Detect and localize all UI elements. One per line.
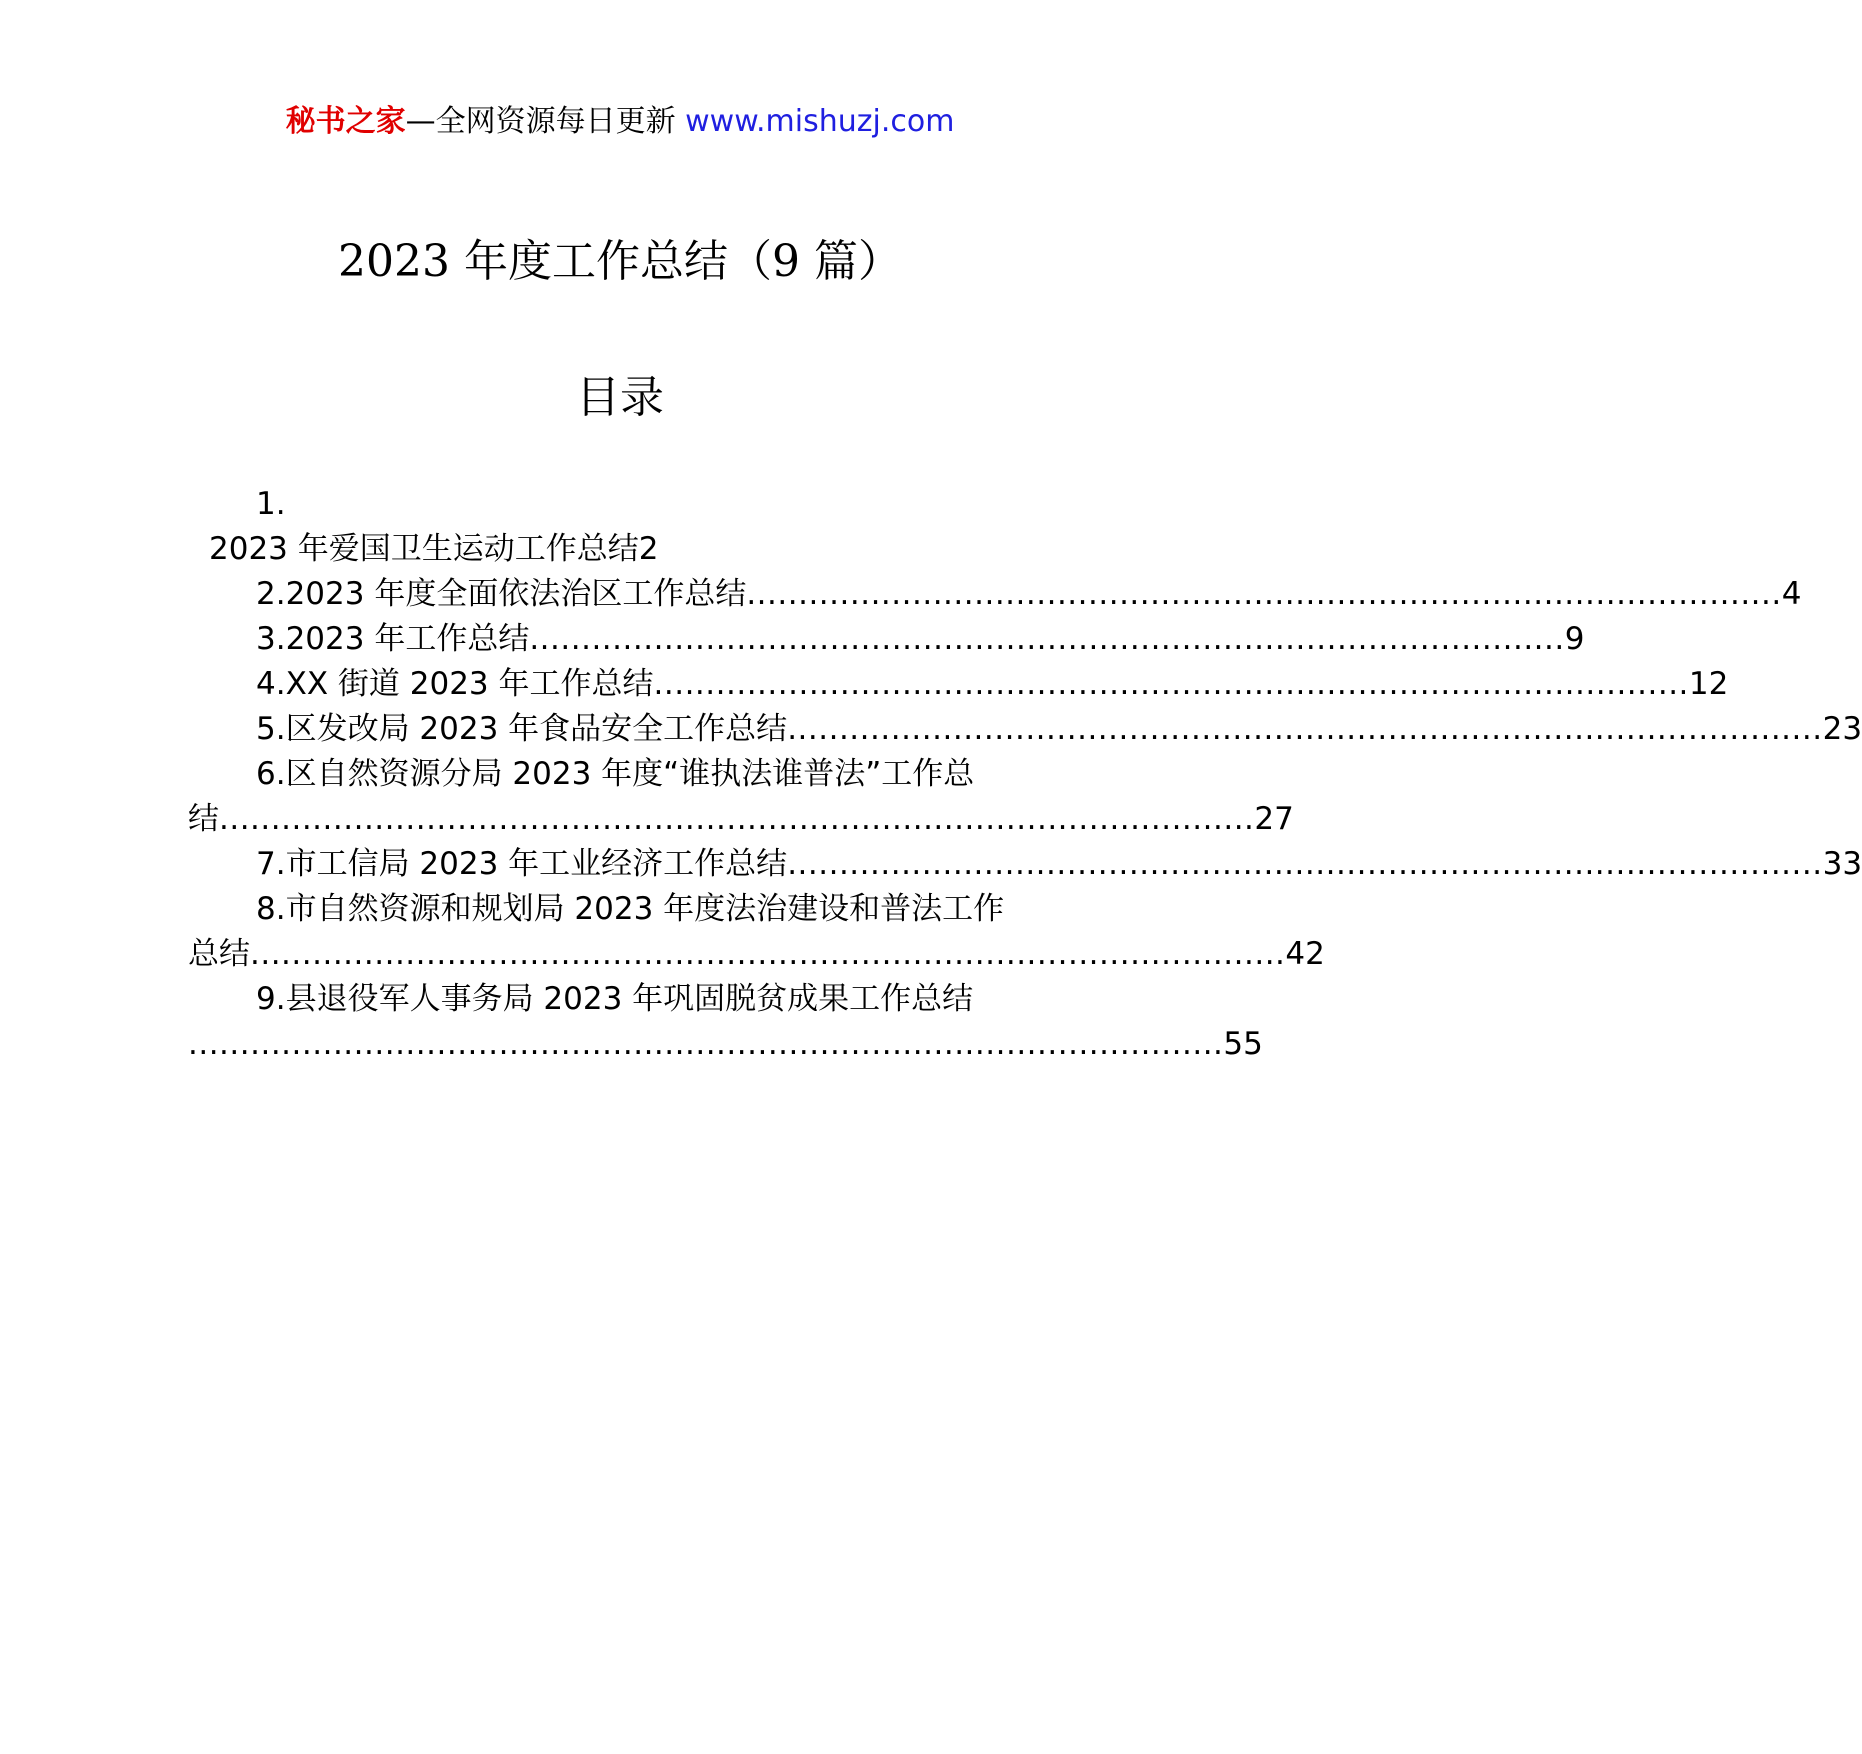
toc-leader-dots: .................................................................................................... — [250, 936, 1286, 972]
toc-entry-1-number-line — [188, 482, 1050, 527]
toc-entry-title-continued: 结 — [188, 801, 219, 837]
toc-heading: 目录 — [576, 372, 664, 423]
site-link[interactable]: www.mishuzj.com — [685, 104, 955, 139]
toc-entry-page: 9 — [1564, 621, 1585, 657]
toc-entry-title: 6.区自然资源分局 2023 年度“谁执法谁普法”工作总 — [256, 756, 975, 792]
toc-entry-page: 33 — [1822, 846, 1862, 882]
toc-entry-5[interactable] — [188, 707, 1862, 752]
toc-entry-6-line-1[interactable] — [188, 752, 1050, 797]
brand-name: 秘书之家 — [285, 104, 406, 139]
toc-entry-page: 2 — [638, 531, 659, 567]
toc-leader-dots: .................................................................................................... — [787, 846, 1823, 882]
toc-entry-number: 1. — [256, 486, 286, 522]
toc-entry-page: 23 — [1822, 711, 1862, 747]
toc-entry-title: 2023 年爱国卫生运动工作总结 — [209, 531, 639, 567]
toc-leader-dots: .................................................................................................... — [787, 711, 1823, 747]
toc-entry-page: 42 — [1285, 936, 1325, 972]
toc-entry-page: 12 — [1688, 666, 1729, 702]
toc-entry-title: 2.2023 年度全面依法治区工作总结 — [256, 576, 747, 612]
toc-entry-title: 4.XX 街道 2023 年工作总结 — [256, 666, 654, 702]
toc-entry-title-continued: 总结 — [188, 936, 250, 972]
toc-entry-4[interactable] — [188, 662, 1729, 707]
toc-entry-title: 5.区发改局 2023 年食品安全工作总结 — [256, 711, 788, 747]
toc-entry-9-line-2[interactable] — [188, 1022, 1263, 1067]
toc-entry-8-line-1[interactable] — [188, 887, 1050, 932]
toc-entry-7[interactable] — [188, 842, 1862, 887]
table-of-contents — [188, 482, 1862, 1067]
toc-leader-dots: .................................................................................................... — [746, 576, 1782, 612]
toc-entry-page: 4 — [1781, 576, 1802, 612]
toc-leader-dots: .................................................................................................... — [188, 1026, 1224, 1062]
toc-entry-1[interactable] — [188, 527, 1050, 572]
site-slogan: —全网资源每日更新 — [405, 104, 686, 139]
toc-entry-title: 8.市自然资源和规划局 2023 年度法治建设和普法工作 — [256, 891, 1005, 927]
toc-entry-title: 9.县退役军人事务局 2023 年巩固脱贫成果工作总结 — [256, 981, 974, 1017]
toc-entry-page: 55 — [1223, 1026, 1263, 1062]
toc-entry-page: 27 — [1254, 801, 1294, 837]
toc-entry-title: 3.2023 年工作总结 — [256, 621, 530, 657]
toc-entry-title: 7.市工信局 2023 年工业经济工作总结 — [256, 846, 788, 882]
document-title: 2023 年度工作总结（9 篇） — [338, 236, 902, 287]
toc-leader-dots: .................................................................................................... — [529, 621, 1565, 657]
toc-entry-8-line-2[interactable] — [188, 932, 1325, 977]
toc-entry-3[interactable] — [188, 617, 1585, 662]
site-banner — [0, 100, 1240, 144]
toc-leader-dots: .................................................................................................... — [219, 801, 1255, 837]
toc-leader-dots: .................................................................................................... — [653, 666, 1689, 702]
toc-entry-9-line-1[interactable] — [188, 977, 1050, 1022]
toc-entry-6-line-2[interactable] — [188, 797, 1294, 842]
toc-entry-2[interactable] — [188, 572, 1802, 617]
